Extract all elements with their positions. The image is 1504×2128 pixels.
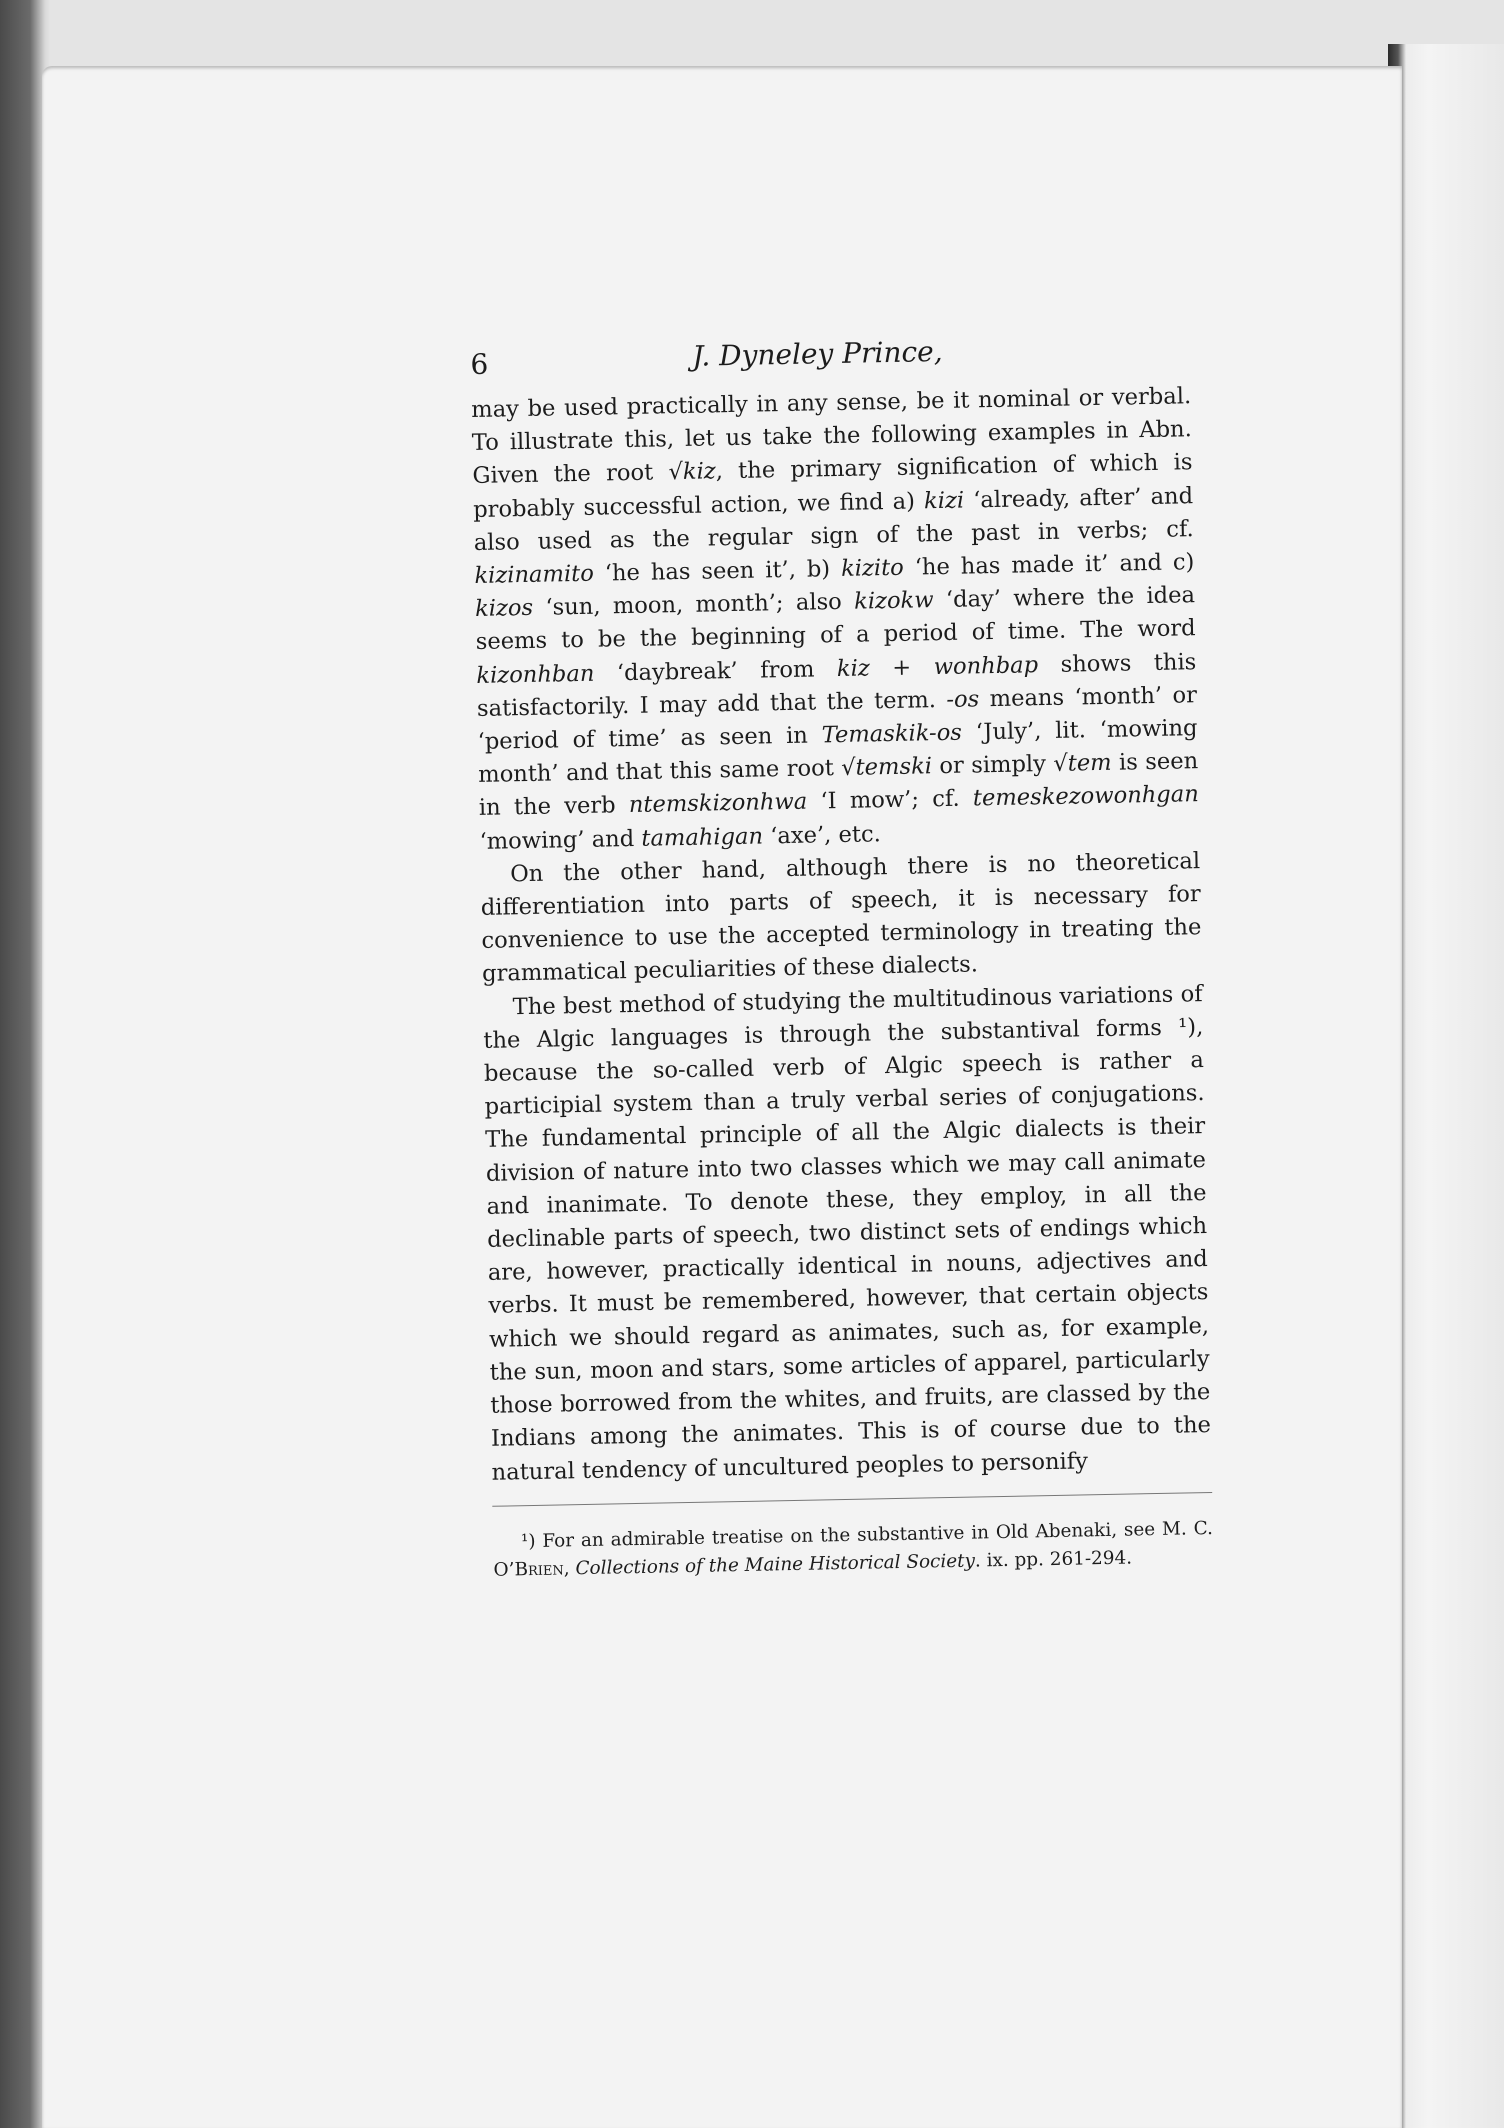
italic-term: temeskezowonhgan (972, 781, 1200, 812)
italic-term: tem (1067, 749, 1112, 777)
italic-term: tamahigan (641, 823, 764, 852)
text-run: ‘July’, lit. ‘mowing month’ and that this same root √ (478, 715, 1198, 789)
paragraph-1 (471, 380, 1200, 859)
text-run: ‘daybreak’ from (594, 655, 838, 687)
adjacent-page-edge (1388, 44, 1504, 2128)
italic-term: ntemskizonhwa (628, 789, 808, 819)
italic-term: kiz (682, 458, 716, 486)
italic-term: Temaskik-os (821, 719, 963, 749)
author-name: M. C. O’Brien (493, 1517, 1214, 1581)
paragraph-2 (480, 845, 1202, 992)
text-run: is seen in the verb (478, 748, 1199, 822)
italic-term: -os (946, 686, 980, 713)
text-run: On the other hand, although there is no theoretical differentiation into parts of speech, it is necessary for convenience to use the accepted terminology in treating the grammatical peculiarities of these dialects. (480, 847, 1202, 988)
text-run: The best method of studying the multitudinous variations of the Algic languages is through the substantival forms ¹), because the so-called verb of Algic speech is rather a participial system than a truly verbal series of conjugations. The fundamental principle of all the Algic dialects is their division of nature into two classes which we may call animate and inanimate. To denote these, they employ, in all the declinable parts of speech, two distinct sets of endings which are, however, practically identical in nouns, adjectives and verbs. It must be remembered, however, that certain objects which we should regard as animates, such as, for example, the sun, moon and stars, some articles of apparel, particularly those borrowed from the whites, and fruits, are classed by the Indians among the animates. This is of course due to the natural tendency of uncultured peoples to personify (483, 980, 1212, 1486)
italic-term: kizos (474, 595, 534, 623)
italic-term: Collections of the Maine Historical Society (575, 1550, 976, 1579)
page-number: 6 (470, 347, 489, 381)
text-run: . ix. pp. 261-294. (974, 1547, 1133, 1572)
text-run: means ‘month’ or ‘period of time’ as seen in (477, 681, 1198, 755)
text-run: shows this satisfactorily. I may add that the term. (476, 648, 1197, 722)
italic-term: temski (855, 753, 933, 781)
text-run: ‘sun, moon, month’; also (532, 588, 855, 622)
italic-term: kizito (840, 554, 905, 582)
text-run: may be used practically in any sense, be it nominal or verbal. To illustrate this, let us take the following examples in Abn. Given the root √ (471, 383, 1193, 490)
text-run: ‘he has made it’ and c) (903, 549, 1195, 581)
text-run: ‘mowing’ and (479, 825, 642, 855)
page-text-block (470, 330, 1214, 1584)
text-run: ‘already, after’ and also used as the regular sign of the past in verbs; cf. (473, 482, 1194, 556)
italic-term: kizi (923, 487, 965, 514)
running-head: J. Dyneley Prince, (691, 334, 943, 373)
body-text (471, 380, 1212, 1489)
text-run: ¹) For an admirable treatise on the substantive in Old Abenaki, see (520, 1518, 1163, 1552)
text-run: ‘I mow’; cf. (806, 785, 974, 816)
paragraph-3 (482, 978, 1211, 1490)
footnote-rule (492, 1492, 1212, 1507)
italic-term: kiz + wonhbap (836, 651, 1039, 682)
text-run: , (563, 1557, 576, 1580)
text-run: ‘day’ where the idea seems to be the beginning of a period of time. The word (475, 582, 1196, 656)
italic-term: kizokw (853, 587, 934, 615)
text-run: ‘axe’, etc. (762, 820, 882, 850)
text-run: ‘he has seen it’, b) (593, 555, 842, 587)
italic-term: kizinamito (474, 560, 595, 589)
text-run: or simply √ (931, 750, 1068, 780)
text-run: , the primary signification of which is probably successful action, we find a) (472, 449, 1193, 523)
italic-term: kizonhban (476, 660, 595, 689)
